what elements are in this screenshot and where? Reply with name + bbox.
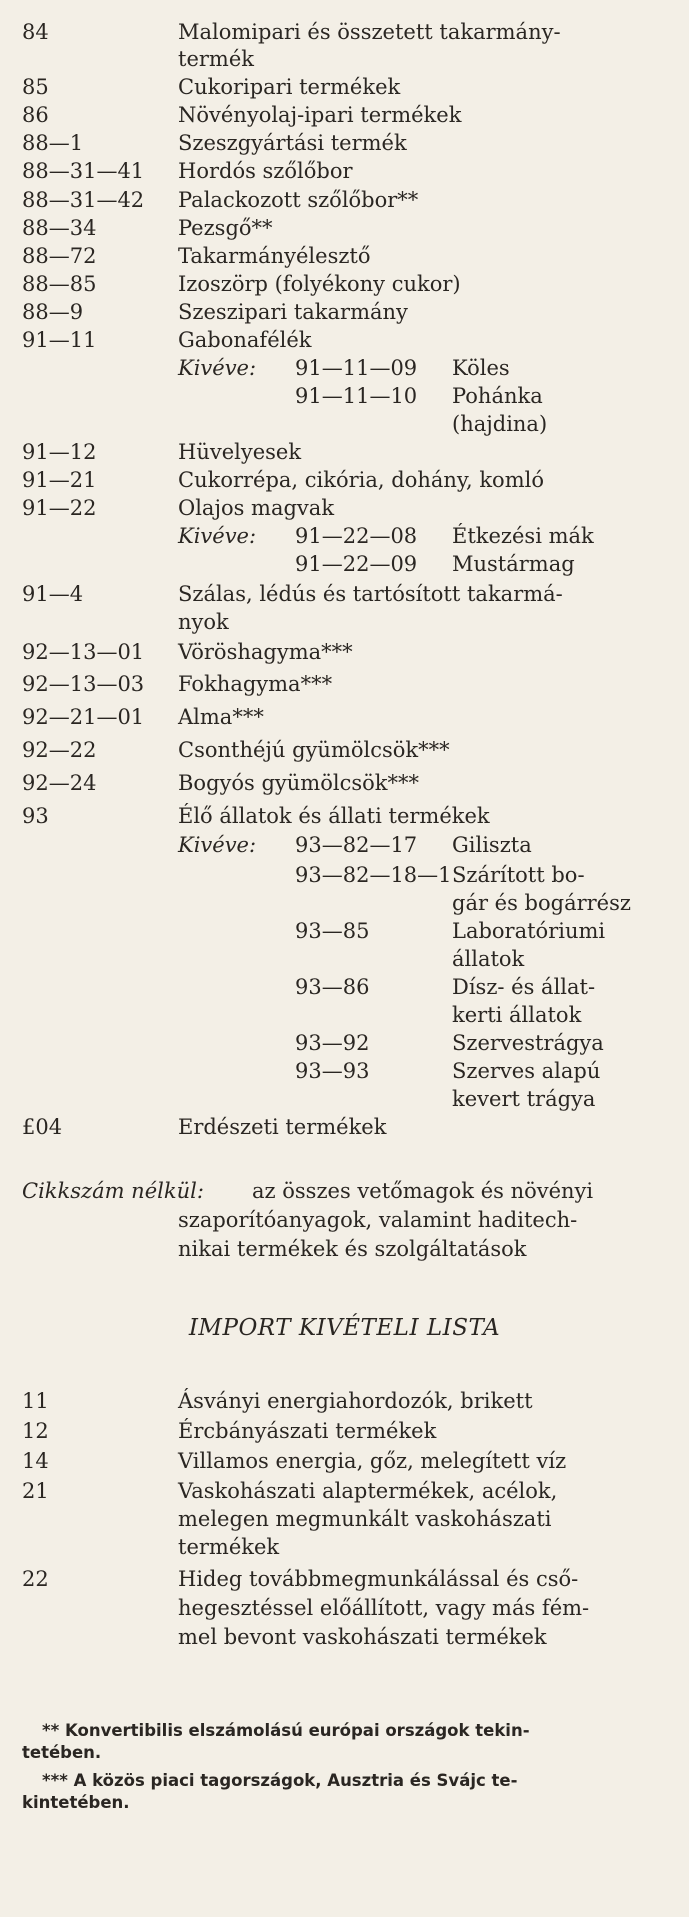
item-desc: termékek (178, 1535, 280, 1559)
item-code: 88—31—41 (22, 159, 145, 183)
exception-code: 93—85 (295, 919, 370, 943)
item-code: 21 (22, 1479, 49, 1503)
exception-desc: Étkezési mák (452, 524, 594, 548)
footnote-double-star-cont: tetében. (22, 1743, 102, 1762)
item-desc: Cukorrépa, cikória, dohány, komló (178, 468, 544, 492)
item-code: 91—11 (22, 328, 97, 352)
exception-code: 93—82—18—1 (295, 863, 452, 887)
no-code-text: szaporítóanyagok, valamint haditech- (178, 1208, 578, 1232)
exception-label: Kivéve: (178, 833, 257, 857)
exception-code: 91—11—09 (295, 356, 418, 380)
item-desc: Növényolaj-ipari termékek (178, 103, 462, 127)
exception-code: 93—82—17 (295, 833, 418, 857)
exception-desc: Mustármag (452, 552, 575, 576)
item-code: 86 (22, 103, 49, 127)
item-desc: nyok (178, 610, 229, 634)
item-desc: Szeszgyártási termék (178, 131, 407, 155)
item-code: 91—4 (22, 582, 84, 606)
no-code-label: Cikkszám nélkül: (22, 1179, 204, 1203)
item-desc: Vaskohászati alaptermékek, acélok, (178, 1479, 558, 1503)
item-code: 88—1 (22, 131, 84, 155)
import-heading: IMPORT KIVÉTELI LISTA (188, 1315, 501, 1341)
item-desc: Pezsgő** (178, 216, 273, 240)
no-code-text: nikai termékek és szolgáltatások (178, 1237, 527, 1261)
footnote-triple-star: *** A közös piaci tagországok, Ausztria és Svájc te- (42, 1771, 518, 1790)
exception-desc: Szervestrágya (452, 1031, 604, 1055)
item-desc: Bogyós gyümölcsök*** (178, 771, 419, 795)
item-desc: Erdészeti termékek (178, 1115, 387, 1139)
item-desc: Szeszipari takarmány (178, 300, 408, 324)
exception-code: 93—93 (295, 1059, 370, 1083)
item-code: 92—22 (22, 738, 97, 762)
item-code: 84 (22, 20, 49, 44)
item-desc: Izoszörp (folyékony cukor) (178, 272, 461, 296)
exception-desc: kerti állatok (452, 1003, 582, 1027)
item-code: £04 (22, 1115, 63, 1139)
item-code: 93 (22, 804, 49, 828)
item-desc: Olajos magvak (178, 496, 335, 520)
item-desc: Cukoripari termékek (178, 75, 401, 99)
item-desc: Malomipari és összetett takarmány- (178, 20, 561, 44)
exception-code: 93—92 (295, 1031, 370, 1055)
item-desc: Hüvelyesek (178, 440, 302, 464)
item-code: 91—12 (22, 440, 97, 464)
item-desc: hegesztéssel előállított, vagy más fém- (178, 1596, 590, 1620)
footnote-double-star: ** Konvertibilis elszámolású európai országok tekin- (42, 1721, 530, 1740)
exception-desc: Pohánka (452, 384, 543, 408)
exception-code: 93—86 (295, 975, 370, 999)
item-desc: Alma*** (178, 705, 264, 729)
item-code: 88—72 (22, 244, 97, 268)
item-desc: mel bevont vaskohászati termékek (178, 1625, 547, 1649)
item-desc: Hideg továbbmegmunkálással és cső- (178, 1567, 579, 1591)
exception-code: 91—22—09 (295, 552, 418, 576)
footnote-triple-star-cont: kintetében. (22, 1793, 130, 1812)
no-code-text: az összes vetőmagok és növényi (252, 1179, 594, 1203)
item-desc: Élő állatok és állati termékek (178, 804, 490, 828)
exception-label: Kivéve: (178, 524, 257, 548)
item-desc: melegen megmunkált vaskohászati (178, 1507, 552, 1531)
item-code: 91—22 (22, 496, 97, 520)
item-code: 92—13—03 (22, 672, 145, 696)
item-desc: Fokhagyma*** (178, 672, 333, 696)
exception-desc: Szárított bo- (452, 863, 585, 887)
item-code: 88—34 (22, 216, 97, 240)
item-code: 92—13—01 (22, 640, 145, 664)
item-code: 12 (22, 1419, 49, 1443)
item-desc: Hordós szőlőbor (178, 159, 353, 183)
item-code: 92—24 (22, 771, 97, 795)
exception-desc: kevert trágya (452, 1087, 596, 1111)
exception-code: 91—11—10 (295, 384, 418, 408)
exception-desc: Giliszta (452, 833, 532, 857)
item-code: 92—21—01 (22, 705, 145, 729)
item-desc: Takarmányélesztő (178, 244, 371, 268)
item-desc: Villamos energia, gőz, melegített víz (178, 1449, 567, 1473)
exception-desc: Dísz- és állat- (452, 975, 596, 999)
item-desc: Gabonafélék (178, 328, 312, 352)
item-desc: Palackozott szőlőbor** (178, 188, 419, 212)
item-desc: Szálas, lédús és tartósított takarmá- (178, 582, 563, 606)
item-code: 88—85 (22, 272, 97, 296)
item-code: 22 (22, 1567, 49, 1591)
item-desc: termék (178, 47, 254, 71)
exception-desc: (hajdina) (452, 412, 548, 436)
exception-desc: Szerves alapú (452, 1059, 601, 1083)
item-desc: Ásványi energiahordozók, brikett (178, 1389, 533, 1413)
item-code: 85 (22, 75, 49, 99)
item-code: 88—31—42 (22, 188, 145, 212)
exception-label: Kivéve: (178, 356, 257, 380)
item-desc: Csonthéjú gyümölcsök*** (178, 738, 450, 762)
exception-desc: gár és bogárrész (452, 891, 631, 915)
item-code: 11 (22, 1389, 49, 1413)
exception-code: 91—22—08 (295, 524, 418, 548)
item-desc: Ércbányászati termékek (178, 1419, 437, 1443)
item-desc: Vöröshagyma*** (178, 640, 353, 664)
exception-desc: Laboratóriumi (452, 919, 606, 943)
item-code: 88—9 (22, 300, 84, 324)
item-code: 14 (22, 1449, 49, 1473)
exception-desc: Köles (452, 356, 510, 380)
exception-desc: állatok (452, 947, 525, 971)
item-code: 91—21 (22, 468, 97, 492)
